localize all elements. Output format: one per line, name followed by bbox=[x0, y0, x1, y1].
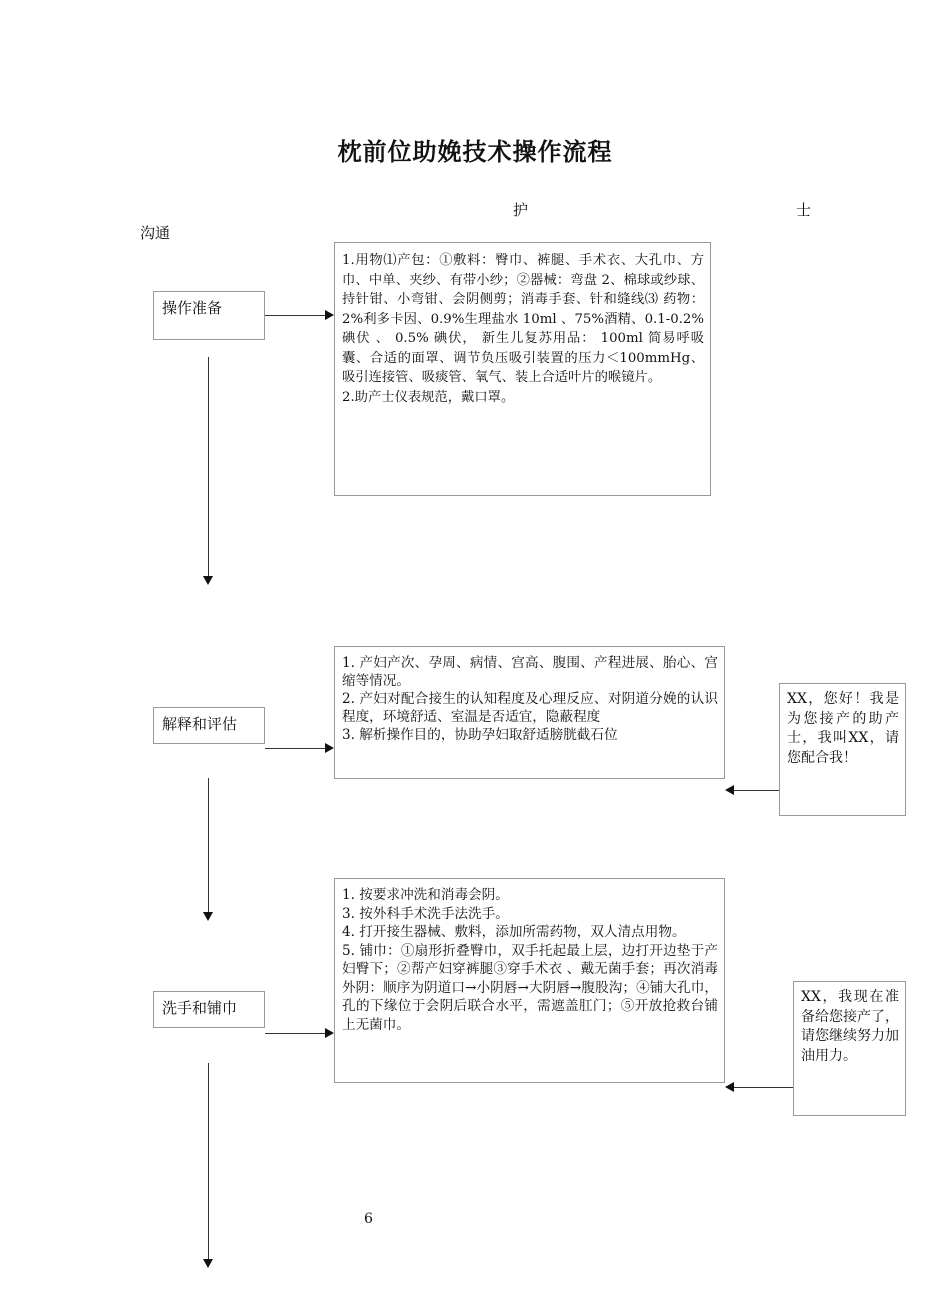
flow-line bbox=[208, 778, 209, 912]
arrow-right-icon bbox=[325, 1028, 334, 1038]
connector-line bbox=[265, 748, 325, 749]
flow-line bbox=[208, 1063, 209, 1259]
content-item: 4. 打开接生器械、敷料，添加所需药物，双人清点用物。 bbox=[342, 924, 686, 940]
step-label-text: 解释和评估 bbox=[162, 715, 238, 733]
content-item: 2.助产士仪表规范，戴口罩。 bbox=[342, 389, 515, 405]
script-note-text: XX，我现在准备给您接产了，请您继续努力加油用力。 bbox=[801, 989, 899, 1064]
step-label-preparation bbox=[153, 291, 265, 340]
header-nurse-char2: 士 bbox=[796, 201, 812, 219]
connector-line bbox=[734, 1087, 793, 1088]
header-nurse-char1: 护 bbox=[513, 201, 529, 219]
content-item: 1. 按要求冲洗和消毒会阴。 bbox=[342, 887, 509, 903]
connector-line bbox=[265, 1033, 325, 1034]
script-note-encourage bbox=[793, 981, 906, 1116]
arrow-right-icon bbox=[325, 310, 334, 320]
arrow-down-icon bbox=[203, 576, 213, 585]
flow-line bbox=[208, 357, 209, 576]
content-item: 5. 铺巾：①扇形折叠臀巾，双手托起最上层，边打开边垫于产妇臀下；②帮产妇穿裤腿③穿手术衣 、戴无菌手套；再次消毒外阴：顺序为阴道口→小阴唇→大阴唇→腹股沟；④铺大孔巾，孔的下缘位于会阴后联合水平，需遮盖肛门；⑤开放抢救台铺上无菌巾。 bbox=[342, 942, 718, 1033]
content-item: 3. 解析操作目的，协助孕妇取舒适膀胱截石位 bbox=[342, 727, 618, 743]
connector-line bbox=[734, 790, 779, 791]
content-item: 3. 按外科手术洗手法洗手。 bbox=[342, 905, 509, 922]
arrow-down-icon bbox=[203, 1259, 213, 1268]
step-content-explain-assess bbox=[334, 646, 725, 779]
arrow-left-icon bbox=[725, 785, 734, 795]
page-number: 6 bbox=[364, 1211, 373, 1227]
step-label-explain-assess bbox=[153, 707, 265, 744]
page-title: 枕前位助娩技术操作流程 bbox=[337, 138, 613, 166]
connector-line bbox=[265, 315, 325, 316]
arrow-right-icon bbox=[325, 743, 334, 753]
step-label-text: 洗手和铺巾 bbox=[162, 999, 238, 1017]
step-label-text: 操作准备 bbox=[162, 299, 223, 317]
script-note-text: XX，您好！我是为您接产的助产士，我叫XX，请您配合我！ bbox=[787, 691, 899, 766]
header-communicate: 沟通 bbox=[140, 224, 171, 242]
step-content-preparation bbox=[334, 242, 711, 496]
step-label-wash-drape bbox=[153, 991, 265, 1028]
arrow-down-icon bbox=[203, 912, 213, 921]
step-content-wash-drape bbox=[334, 878, 725, 1083]
content-item: 1.用物⑴产包：①敷料：臀巾、裤腿、手术衣、大孔巾、方巾、中单、夹纱、有带小纱；②器械：弯盘 2、棉球或纱球、持针钳、小弯钳、会阴侧剪；消毒手套、针和缝线⑶ 药物：2%利多卡因、0.9%生理盐水 10ml 、75%酒精、0.1-0.2% 碘伏 、 0.5% 碘伏， 新生儿复苏用品： 100ml 简易呼吸囊、合适的面罩、调节负压吸引装置的压力＜100mmHg、吸引连接管、吸痰管、氧气、装上合适叶片的喉镜片。 bbox=[342, 253, 704, 385]
arrow-left-icon bbox=[725, 1082, 734, 1092]
script-note-greeting bbox=[779, 683, 906, 816]
content-item: 2. 产妇对配合接生的认知程度及心理反应、对阴道分娩的认识程度，环境舒适、室温是否适宜，隐蔽程度 bbox=[342, 691, 718, 725]
content-item: 1. 产妇产次、孕周、病情、宫高、腹围、产程进展、胎心、宫缩等情况。 bbox=[342, 655, 718, 689]
